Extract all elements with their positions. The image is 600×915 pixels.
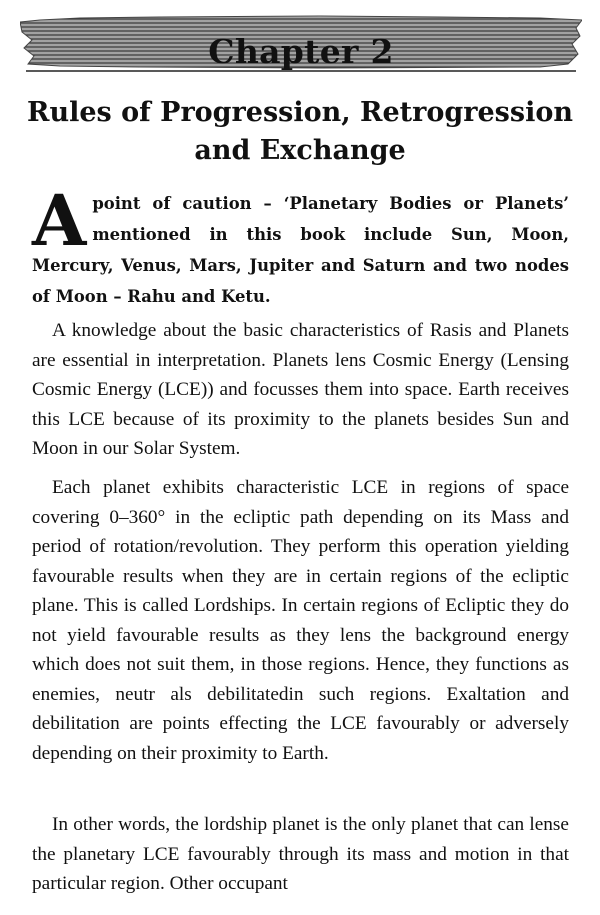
chapter-title: Chapter 2 bbox=[208, 32, 394, 71]
body-paragraph-2: Each planet exhibits characteristic LCE in regions of space covering 0–360° in the ecliptic path depending on its Mass and period of rotation/revolution. They perform this operation yielding favourable results when they are in certain regions of the ecliptic plane. This is called Lordships. In certain regions of Ecliptic they do not yield favourable results as they lens the background energy which does not suit them, in those regions. Hence, they functions as enemies, neutr als debilitatedin such regions. Exaltation and debilitation are points effecting the LCE favourably or adversely depending on their proximity to Earth. bbox=[32, 477, 569, 764]
intro-text: point of caution – ‘Planetary Bodies or Planets’ mentioned in this book include Sun, Moon, Mercury, Venus, Mars, Jupiter and Saturn and two nodes of Moon – Rahu and Ketu. bbox=[32, 194, 569, 306]
section-title bbox=[20, 94, 580, 170]
chapter-banner bbox=[20, 14, 582, 74]
body-paragraph-3: In other words, the lordship planet is the only planet that can lense the planetary LCE favourably through its mass and motion in that particular region. Other occupant bbox=[32, 814, 569, 894]
body-paragraph-1: A knowledge about the basic characteristics of Rasis and Planets are essential in interpretation. Planets lens Cosmic Energy (Lensing Cosmic Energy (LCE)) and focusses them into space. Earth receives this LCE because of its proximity to the planets besides Sun and Moon in our Solar System. bbox=[32, 320, 569, 459]
intro-paragraph bbox=[32, 179, 569, 312]
drop-cap: A bbox=[32, 179, 87, 262]
section-title-line-1: Rules of Progression, Retrogression bbox=[27, 97, 573, 128]
section-title-line-2: and Exchange bbox=[194, 135, 406, 166]
